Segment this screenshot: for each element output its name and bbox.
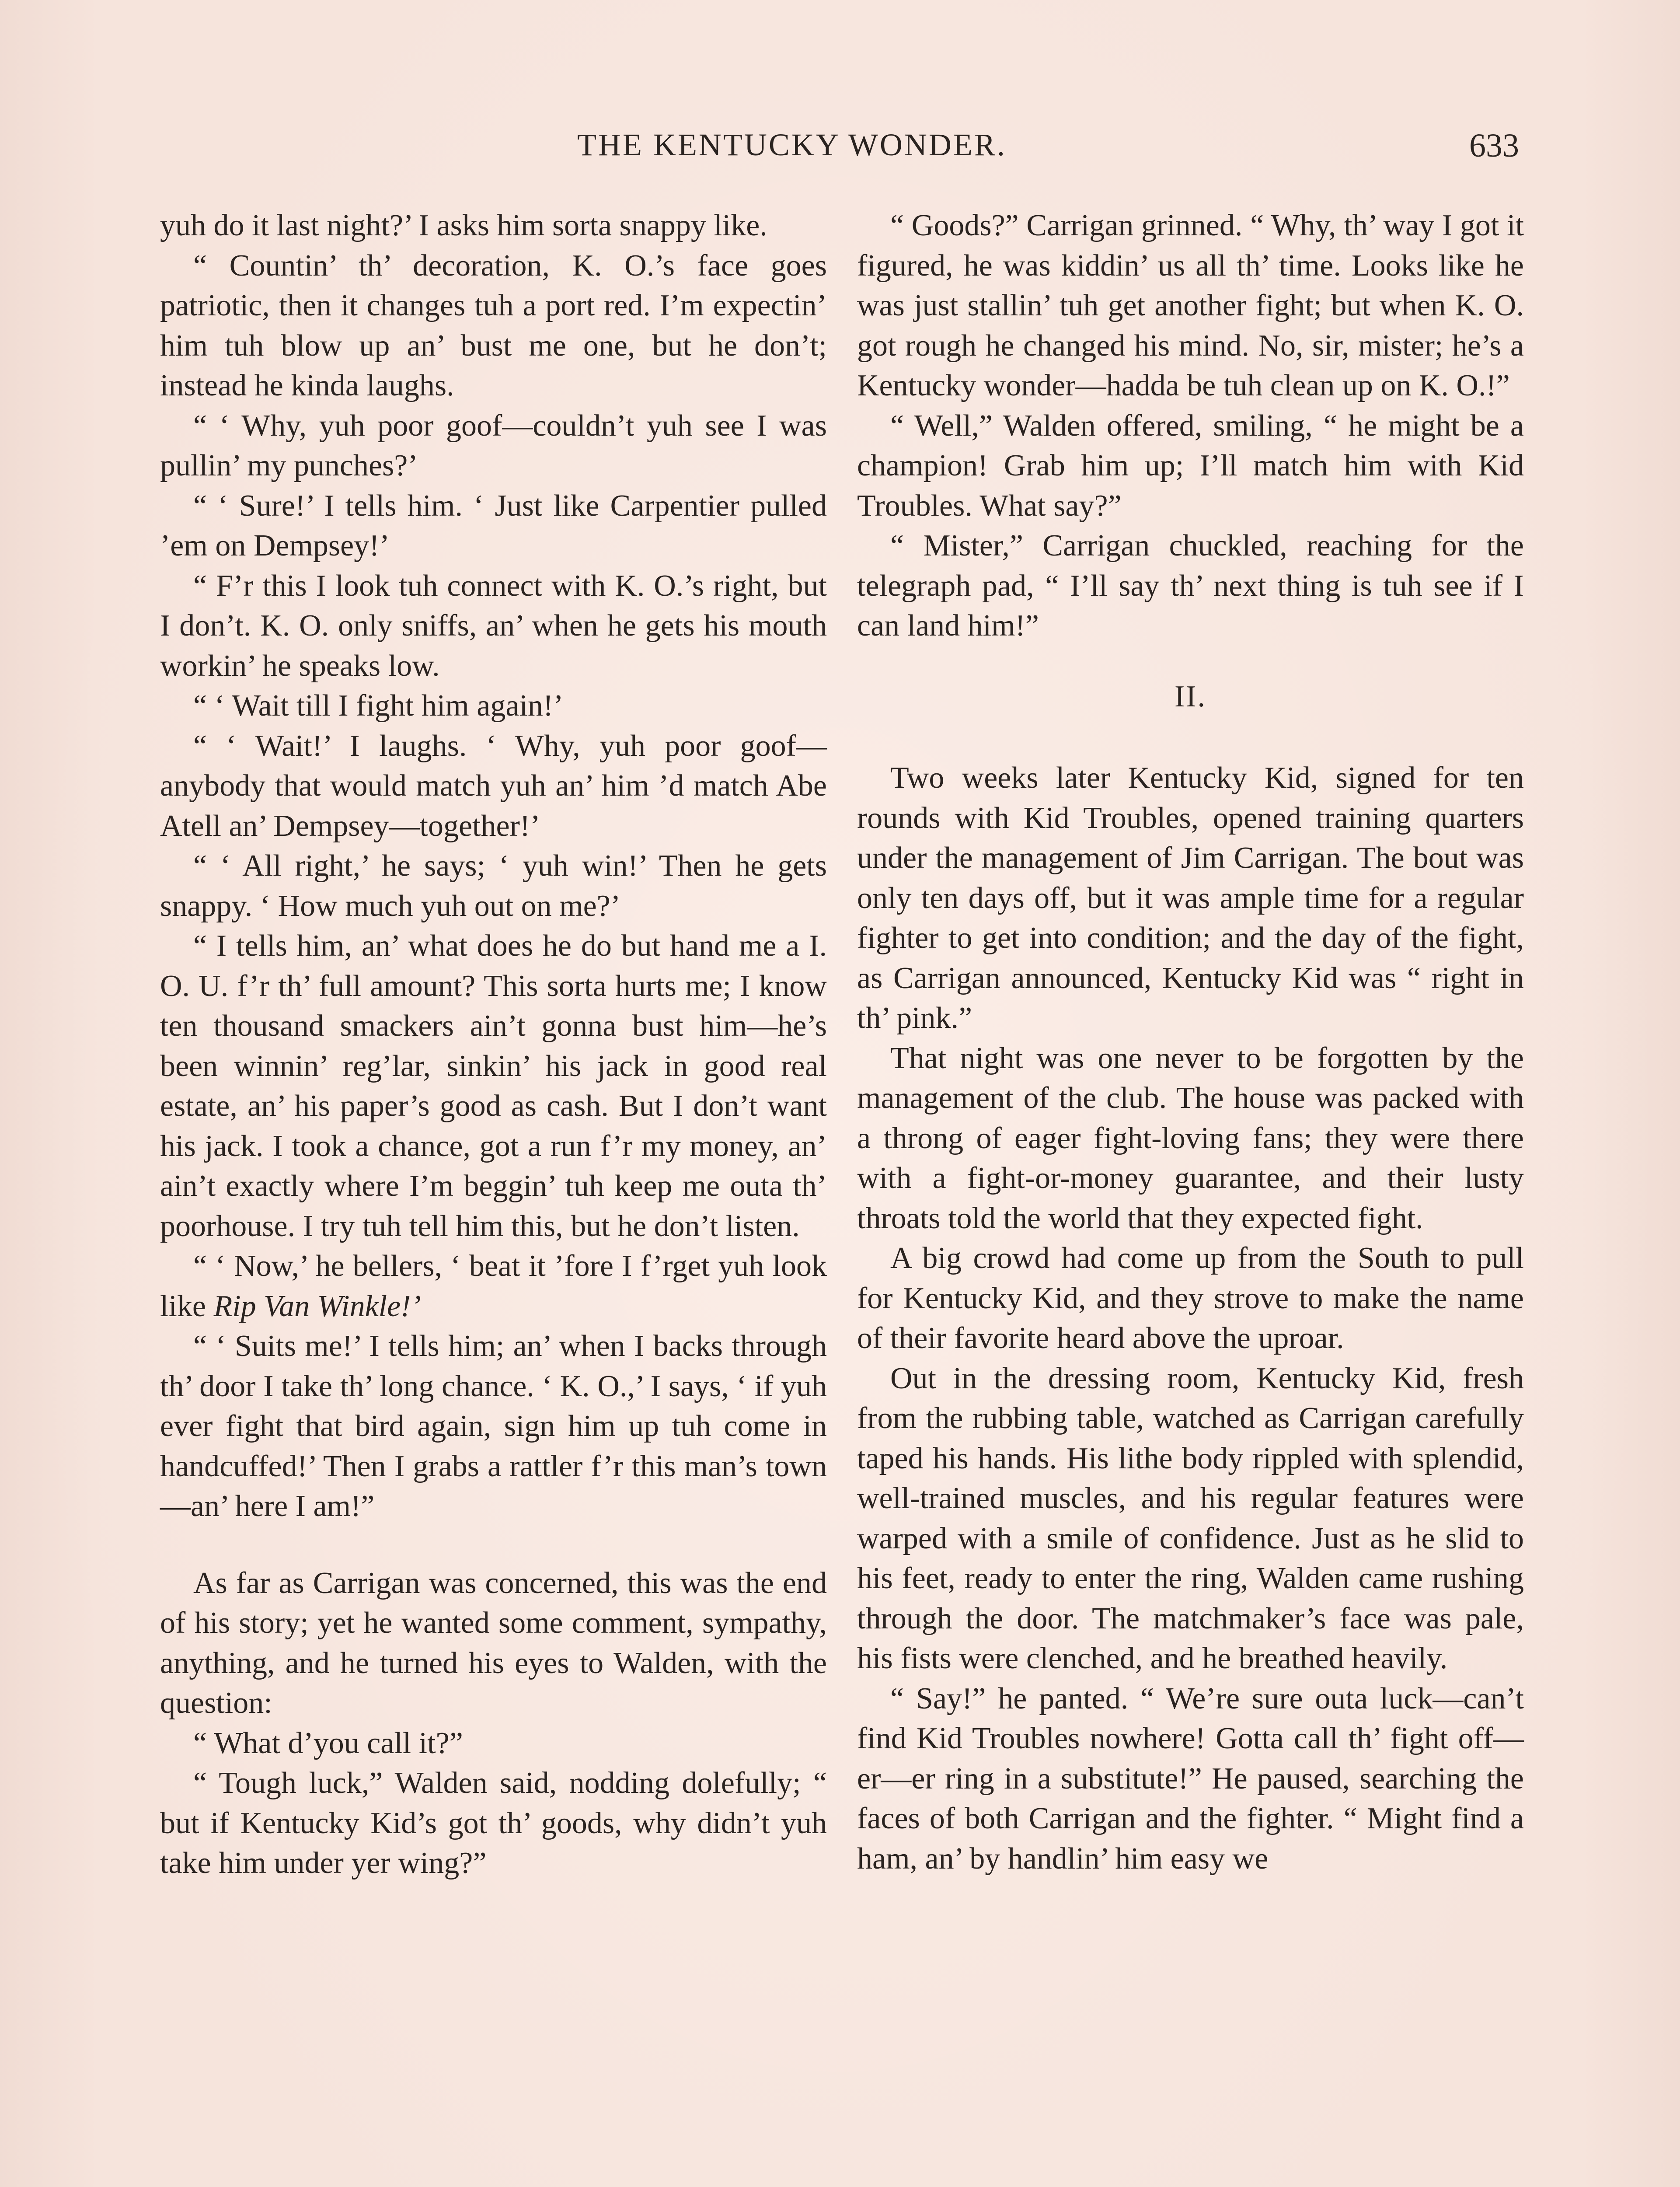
paragraph-text: “ ‘ Suits me!’ I tells him; an’ when I backs through th’ door I take th’ long chance. ‘ K. O.,’ I says, ‘ if yuh ever fight that bird again, sign him up tuh come in handcuffed!’ Then I grabs a rattler f’r this man’s town—an’ here I am!” — [160, 1329, 827, 1523]
paragraph — [857, 758, 1524, 1038]
paragraph-text: That night was one never to be forgotten by the management of the club. The house was packed with a throng of eager fight-loving fans; they were there with a fight-or-money guarantee, and their lusty throats told the world that they expected fight. — [857, 1041, 1524, 1235]
paragraph-text: “ I tells him, an’ what does he do but hand me a I. O. U. f’r th’ full amount? This sorta hurts me; I know ten thousand smackers ain’t gonna bust him—he’s been winnin’ reg’lar, sinkin’ his jack in good real estate, an’ his paper’s good as cash. But I don’t want his jack. I took a chance, got a run f’r my money, an’ ain’t exactly where I’m beggin’ tuh keep me outa th’ poorhouse. I try tuh tell him this, but he don’t listen. — [160, 929, 827, 1243]
paragraph-text: “ ‘ Wait!’ I laughs. ‘ Why, yuh poor goof—anybody that would match yuh an’ him ’d match Abe Atell an’ Dempsey—together!’ — [160, 729, 827, 843]
italic-text: Rip Van Winkle!’ — [213, 1289, 421, 1323]
paragraph — [857, 1238, 1524, 1359]
right-column — [857, 206, 1524, 1879]
paragraph-text: “ ‘ Wait till I fight him again!’ — [193, 689, 564, 723]
paragraph-text: “ ‘ All right,’ he says; ‘ yuh win!’ Then he gets snappy. ‘ How much yuh out on me?’ — [160, 849, 827, 923]
paragraph — [857, 406, 1524, 526]
paragraph-text: “ ‘ Sure!’ I tells him. ‘ Just like Carpentier pulled ’em on Dempsey!’ — [160, 489, 827, 562]
paragraph — [160, 1723, 827, 1764]
paragraph — [160, 1563, 827, 1723]
paragraph-text: “ ‘ Now,’ he bellers, ‘ beat it ’fore I f’rget yuh look like — [160, 1249, 827, 1323]
paragraph — [160, 566, 827, 686]
paragraph — [160, 486, 827, 566]
paragraph-text: II. — [1174, 679, 1207, 713]
paragraph — [857, 1038, 1524, 1239]
paragraph — [160, 1326, 827, 1527]
section-heading — [857, 677, 1524, 717]
paragraph — [160, 246, 827, 406]
paragraph — [160, 846, 827, 926]
running-title: THE KENTUCKY WONDER. — [577, 127, 1007, 162]
left-column — [160, 206, 827, 1883]
paragraph — [160, 1763, 827, 1883]
paragraph-text: Out in the dressing room, Kentucky Kid, fresh from the rubbing table, watched as Carrigan carefully taped his hands. His lithe body rippled with splendid, well-trained muscles, and his regular features were warped with a smile of confidence. Just as he slid to his feet, ready to enter the ring, Walden came rushing through the door. The matchmaker’s face was pale, his fists were clenched, and he breathed heavily. — [857, 1361, 1524, 1675]
paragraph-text: “ Mister,” Carrigan chuckled, reaching for the telegraph pad, “ I’ll say th’ next thing is tuh see if I can land him!” — [857, 529, 1524, 643]
paragraph — [160, 206, 827, 246]
paragraph — [857, 526, 1524, 646]
paragraph — [857, 206, 1524, 406]
paragraph-text: “ What d’you call it?” — [193, 1726, 463, 1760]
paragraph-text: Two weeks later Kentucky Kid, signed for ten rounds with Kid Troubles, opened training quarters under the management of Jim Carrigan. The bout was only ten days off, but it was ample time for a regular fighter to get into condition; and the day of the fight, as Carrigan announced, Kentucky Kid was “ right in th’ pink.” — [857, 761, 1524, 1035]
paragraph — [160, 726, 827, 846]
paragraph — [160, 406, 827, 486]
paragraph — [160, 1246, 827, 1326]
paragraph — [857, 1679, 1524, 1879]
paragraph-text: “ Well,” Walden offered, smiling, “ he might be a champion! Grab him up; I’ll match him with Kid Troubles. What say?” — [857, 409, 1524, 523]
paragraph — [857, 1359, 1524, 1679]
paragraph-text: “ ‘ Why, yuh poor goof—couldn’t yuh see I was pullin’ my punches?’ — [160, 409, 827, 482]
paragraph — [160, 926, 827, 1246]
paragraph-text: “ F’r this I look tuh connect with K. O.’s right, but I don’t. K. O. only sniffs, an’ when he gets his mouth workin’ he speaks low. — [160, 569, 827, 683]
paragraph-text: “ Tough luck,” Walden said, nodding dolefully; “ but if Kentucky Kid’s got th’ goods, why didn’t yuh take him under yer wing?” — [160, 1766, 827, 1880]
paragraph-text: “ Goods?” Carrigan grinned. “ Why, th’ way I got it figured, he was kiddin’ us all th’ time. Looks like he was just stallin’ tuh get another fight; but when K. O. got rough he changed his mind. No, sir, mister; he’s a Kentucky wonder—hadda be tuh clean up on K. O.!” — [857, 209, 1524, 402]
paragraph-text: “ Countin’ th’ decoration, K. O.’s face goes patriotic, then it changes tuh a port red. I’m expectin’ him tuh blow up an’ bust me one, but he don’t; instead he kinda laughs. — [160, 248, 827, 402]
paragraph — [160, 686, 827, 726]
page-number: 633 — [1469, 127, 1519, 164]
paragraph-text: A big crowd had come up from the South to pull for Kentucky Kid, and they strove to make the name of their favorite heard above the uproar. — [857, 1241, 1524, 1355]
paragraph-text: As far as Carrigan was concerned, this was the end of his story; yet he wanted some comment, sympathy, anything, and he turned his eyes to Walden, with the question: — [160, 1566, 827, 1720]
paragraph-text: “ Say!” he panted. “ We’re sure outa luck—can’t find Kid Troubles nowhere! Gotta call th’ fight off—er—er ring in a substitute!” He paused, searching the faces of both Carrigan and the fighter. “ Might find a ham, an’ by handlin’ him easy we — [857, 1681, 1524, 1876]
paragraph-text: yuh do it last night?’ I asks him sorta snappy like. — [160, 209, 767, 242]
